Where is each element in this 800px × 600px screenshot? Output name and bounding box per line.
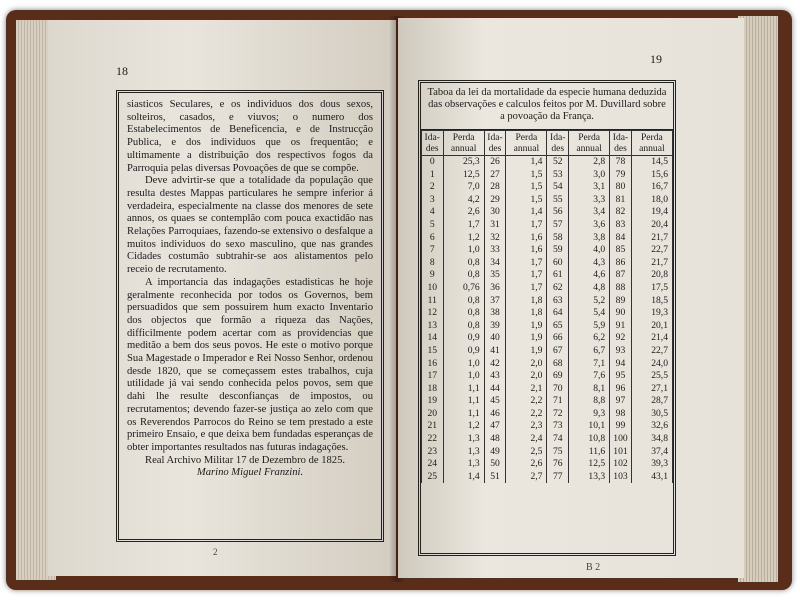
age-cell: 51 <box>484 471 506 484</box>
table-row <box>422 219 673 232</box>
loss-cell: 2,0 <box>506 370 547 383</box>
table-row <box>422 206 673 219</box>
loss-cell: 11,6 <box>569 446 610 459</box>
loss-cell: 1,4 <box>506 206 547 219</box>
loss-cell: 2,3 <box>506 420 547 433</box>
age-cell: 41 <box>484 345 506 358</box>
paragraph-3: A importancia das indagações estadisticas he hoje geralmente reconhecida por todos os Governos, bem persuadidos que sem possuirem hum exacto Inventario dos objectos que formão a riqueza das Nações, difficilmente podem acertar com as providencias que meditão a bem dos seus povos. He este o motivo porque Sua Magestade o Imperador e Rei Nosso Senhor, ordenou desde 1820, que se começassem estes trabalhos, cuja utilidade já vai sendo conhecida pelos povos, sem que dahi lhe resulte desconfianças de impostos, ou recrutamentos; devendo fazer-se justiça ao zelo com que os Reverendos Parrocos do Reino se tem prestado a este primeiro Ensaio, e que deixa bem fundadas esperanças de obter importantes resultados nas futuras indagações. <box>127 276 373 453</box>
loss-cell: 10,1 <box>569 420 610 433</box>
age-cell: 8 <box>422 257 444 270</box>
age-cell: 82 <box>610 206 632 219</box>
header-idades: Ida-des <box>610 131 632 156</box>
loss-cell: 1,1 <box>443 395 484 408</box>
age-cell: 60 <box>547 257 569 270</box>
age-cell: 9 <box>422 269 444 282</box>
age-cell: 2 <box>422 181 444 194</box>
header-perda-annual: Perda annual <box>506 131 547 156</box>
mortality-table <box>421 130 673 483</box>
table-row <box>422 458 673 471</box>
loss-cell: 1,6 <box>506 232 547 245</box>
age-cell: 93 <box>610 345 632 358</box>
age-cell: 74 <box>547 433 569 446</box>
table-row <box>422 408 673 421</box>
dateline: Real Archivo Militar 17 de Dezembro de 1825. <box>145 454 346 466</box>
loss-cell: 1,1 <box>443 383 484 396</box>
table-row <box>422 345 673 358</box>
signature: Marino Miguel Franzini. <box>196 467 304 479</box>
age-cell: 86 <box>610 257 632 270</box>
age-cell: 62 <box>547 282 569 295</box>
age-cell: 99 <box>610 420 632 433</box>
loss-cell: 3,8 <box>569 232 610 245</box>
loss-cell: 9,3 <box>569 408 610 421</box>
loss-cell: 1,5 <box>506 181 547 194</box>
loss-cell: 4,8 <box>569 282 610 295</box>
loss-cell: 1,8 <box>506 295 547 308</box>
loss-cell: 1,5 <box>506 194 547 207</box>
age-cell: 14 <box>422 332 444 345</box>
age-cell: 97 <box>610 395 632 408</box>
age-cell: 103 <box>610 471 632 484</box>
age-cell: 21 <box>422 420 444 433</box>
loss-cell: 3,3 <box>569 194 610 207</box>
loss-cell: 14,5 <box>631 156 672 169</box>
age-cell: 98 <box>610 408 632 421</box>
table-row <box>422 269 673 282</box>
loss-cell: 0,9 <box>443 345 484 358</box>
age-cell: 67 <box>547 345 569 358</box>
age-cell: 96 <box>610 383 632 396</box>
header-idades: Ida-des <box>422 131 444 156</box>
loss-cell: 1,6 <box>506 244 547 257</box>
loss-cell: 18,5 <box>631 295 672 308</box>
loss-cell: 43,1 <box>631 471 672 484</box>
loss-cell: 1,9 <box>506 332 547 345</box>
signature-mark: B 2 <box>586 562 601 573</box>
age-cell: 76 <box>547 458 569 471</box>
age-cell: 40 <box>484 332 506 345</box>
loss-cell: 20,8 <box>631 269 672 282</box>
age-cell: 65 <box>547 320 569 333</box>
age-cell: 55 <box>547 194 569 207</box>
loss-cell: 1,7 <box>506 257 547 270</box>
age-cell: 39 <box>484 320 506 333</box>
loss-cell: 1,2 <box>443 232 484 245</box>
table-row <box>422 332 673 345</box>
loss-cell: 2,8 <box>569 156 610 169</box>
loss-cell: 5,9 <box>569 320 610 333</box>
age-cell: 7 <box>422 244 444 257</box>
loss-cell: 2,2 <box>506 395 547 408</box>
age-cell: 72 <box>547 408 569 421</box>
left-page-number: 18 <box>116 64 128 78</box>
age-cell: 49 <box>484 446 506 459</box>
age-cell: 52 <box>547 156 569 169</box>
loss-cell: 17,5 <box>631 282 672 295</box>
age-cell: 78 <box>610 156 632 169</box>
loss-cell: 0,8 <box>443 269 484 282</box>
age-cell: 90 <box>610 307 632 320</box>
loss-cell: 20,1 <box>631 320 672 333</box>
age-cell: 46 <box>484 408 506 421</box>
loss-cell: 8,8 <box>569 395 610 408</box>
loss-cell: 2,5 <box>506 446 547 459</box>
loss-cell: 21,7 <box>631 257 672 270</box>
loss-cell: 1,1 <box>443 408 484 421</box>
age-cell: 87 <box>610 269 632 282</box>
age-cell: 71 <box>547 395 569 408</box>
age-cell: 34 <box>484 257 506 270</box>
loss-cell: 19,4 <box>631 206 672 219</box>
table-row <box>422 181 673 194</box>
age-cell: 83 <box>610 219 632 232</box>
loss-cell: 12,5 <box>443 169 484 182</box>
age-cell: 33 <box>484 244 506 257</box>
loss-cell: 16,7 <box>631 181 672 194</box>
header-idades: Ida-des <box>484 131 506 156</box>
loss-cell: 0,8 <box>443 257 484 270</box>
age-cell: 35 <box>484 269 506 282</box>
table-row <box>422 320 673 333</box>
age-cell: 61 <box>547 269 569 282</box>
age-cell: 79 <box>610 169 632 182</box>
loss-cell: 1,7 <box>506 269 547 282</box>
table-row <box>422 232 673 245</box>
age-cell: 50 <box>484 458 506 471</box>
loss-cell: 0,8 <box>443 307 484 320</box>
age-cell: 47 <box>484 420 506 433</box>
loss-cell: 2,7 <box>506 471 547 484</box>
age-cell: 30 <box>484 206 506 219</box>
loss-cell: 7,1 <box>569 358 610 371</box>
loss-cell: 3,4 <box>569 206 610 219</box>
loss-cell: 1,3 <box>443 446 484 459</box>
mortality-table-frame <box>418 80 676 556</box>
age-cell: 48 <box>484 433 506 446</box>
age-cell: 64 <box>547 307 569 320</box>
loss-cell: 5,2 <box>569 295 610 308</box>
age-cell: 26 <box>484 156 506 169</box>
age-cell: 31 <box>484 219 506 232</box>
table-row <box>422 358 673 371</box>
loss-cell: 0,9 <box>443 332 484 345</box>
loss-cell: 1,9 <box>506 345 547 358</box>
table-row <box>422 257 673 270</box>
loss-cell: 37,4 <box>631 446 672 459</box>
table-row <box>422 194 673 207</box>
loss-cell: 34,8 <box>631 433 672 446</box>
loss-cell: 3,1 <box>569 181 610 194</box>
right-page-edges <box>738 16 778 582</box>
table-row <box>422 395 673 408</box>
right-page-number: 19 <box>650 52 662 66</box>
age-cell: 88 <box>610 282 632 295</box>
loss-cell: 1,9 <box>506 320 547 333</box>
age-cell: 85 <box>610 244 632 257</box>
loss-cell: 10,8 <box>569 433 610 446</box>
table-row <box>422 471 673 484</box>
table-body <box>422 156 673 484</box>
loss-cell: 1,2 <box>443 420 484 433</box>
age-cell: 57 <box>547 219 569 232</box>
loss-cell: 30,5 <box>631 408 672 421</box>
table-row <box>422 446 673 459</box>
loss-cell: 1,0 <box>443 244 484 257</box>
loss-cell: 18,0 <box>631 194 672 207</box>
loss-cell: 25,5 <box>631 370 672 383</box>
age-cell: 77 <box>547 471 569 484</box>
age-cell: 1 <box>422 169 444 182</box>
loss-cell: 1,7 <box>506 282 547 295</box>
age-cell: 22 <box>422 433 444 446</box>
age-cell: 32 <box>484 232 506 245</box>
loss-cell: 1,4 <box>443 471 484 484</box>
age-cell: 4 <box>422 206 444 219</box>
loss-cell: 4,6 <box>569 269 610 282</box>
age-cell: 70 <box>547 383 569 396</box>
age-cell: 56 <box>547 206 569 219</box>
age-cell: 5 <box>422 219 444 232</box>
header-perda-annual: Perda annual <box>569 131 610 156</box>
loss-cell: 27,1 <box>631 383 672 396</box>
age-cell: 36 <box>484 282 506 295</box>
age-cell: 27 <box>484 169 506 182</box>
age-cell: 16 <box>422 358 444 371</box>
age-cell: 80 <box>610 181 632 194</box>
age-cell: 23 <box>422 446 444 459</box>
loss-cell: 13,3 <box>569 471 610 484</box>
loss-cell: 3,6 <box>569 219 610 232</box>
age-cell: 29 <box>484 194 506 207</box>
age-cell: 68 <box>547 358 569 371</box>
age-cell: 10 <box>422 282 444 295</box>
loss-cell: 1,3 <box>443 458 484 471</box>
age-cell: 101 <box>610 446 632 459</box>
age-cell: 53 <box>547 169 569 182</box>
age-cell: 11 <box>422 295 444 308</box>
loss-cell: 1,7 <box>443 219 484 232</box>
loss-cell: 0,8 <box>443 295 484 308</box>
table-row <box>422 383 673 396</box>
right-page <box>398 18 744 578</box>
age-cell: 102 <box>610 458 632 471</box>
loss-cell: 1,7 <box>506 219 547 232</box>
loss-cell: 7,0 <box>443 181 484 194</box>
loss-cell: 2,4 <box>506 433 547 446</box>
age-cell: 69 <box>547 370 569 383</box>
age-cell: 17 <box>422 370 444 383</box>
loss-cell: 1,0 <box>443 370 484 383</box>
age-cell: 66 <box>547 332 569 345</box>
table-row <box>422 282 673 295</box>
loss-cell: 21,4 <box>631 332 672 345</box>
table-row <box>422 169 673 182</box>
age-cell: 75 <box>547 446 569 459</box>
age-cell: 28 <box>484 181 506 194</box>
header-idades: Ida-des <box>547 131 569 156</box>
loss-cell: 2,1 <box>506 383 547 396</box>
loss-cell: 2,6 <box>506 458 547 471</box>
age-cell: 38 <box>484 307 506 320</box>
age-cell: 45 <box>484 395 506 408</box>
table-title: Taboa da lei da mortalidade da especie humana deduzida das observações e calculos feitos por M. Duvillard sobre a povoação da França. <box>421 83 673 130</box>
age-cell: 94 <box>610 358 632 371</box>
left-text-frame <box>116 90 384 542</box>
loss-cell: 21,7 <box>631 232 672 245</box>
loss-cell: 22,7 <box>631 345 672 358</box>
age-cell: 89 <box>610 295 632 308</box>
loss-cell: 0,8 <box>443 320 484 333</box>
paragraph-2: Deve advirtir-se que a totalidade da população que resulta destes Mappas particulares he sempre inferior á verdadeira, especialmente na classe dos menores de sete annos, os quaes se contemplão com pouca exactidão nas Relações Parroquiaes, fazendo-se extensivo o desfalque a muitos individuos do sexo masculino, que nas grandes Cidades costumão subtrahir-se aos alistamentos pelo receio de recrutamento. <box>127 175 373 276</box>
header-perda-annual: Perda annual <box>443 131 484 156</box>
loss-cell: 6,2 <box>569 332 610 345</box>
loss-cell: 1,5 <box>506 169 547 182</box>
loss-cell: 28,7 <box>631 395 672 408</box>
table-row <box>422 370 673 383</box>
loss-cell: 2,0 <box>506 358 547 371</box>
loss-cell: 24,0 <box>631 358 672 371</box>
age-cell: 15 <box>422 345 444 358</box>
table-row <box>422 420 673 433</box>
loss-cell: 25,3 <box>443 156 484 169</box>
age-cell: 92 <box>610 332 632 345</box>
loss-cell: 8,1 <box>569 383 610 396</box>
loss-cell: 0,76 <box>443 282 484 295</box>
age-cell: 100 <box>610 433 632 446</box>
loss-cell: 39,3 <box>631 458 672 471</box>
loss-cell: 20,4 <box>631 219 672 232</box>
age-cell: 95 <box>610 370 632 383</box>
table-row <box>422 433 673 446</box>
loss-cell: 5,4 <box>569 307 610 320</box>
age-cell: 91 <box>610 320 632 333</box>
age-cell: 42 <box>484 358 506 371</box>
age-cell: 81 <box>610 194 632 207</box>
age-cell: 73 <box>547 420 569 433</box>
age-cell: 84 <box>610 232 632 245</box>
age-cell: 20 <box>422 408 444 421</box>
left-page-text <box>127 99 373 480</box>
age-cell: 19 <box>422 395 444 408</box>
loss-cell: 1,8 <box>506 307 547 320</box>
age-cell: 3 <box>422 194 444 207</box>
age-cell: 63 <box>547 295 569 308</box>
age-cell: 18 <box>422 383 444 396</box>
table-row <box>422 295 673 308</box>
header-perda-annual: Perda annual <box>631 131 672 156</box>
loss-cell: 12,5 <box>569 458 610 471</box>
loss-cell: 6,7 <box>569 345 610 358</box>
table-row <box>422 307 673 320</box>
age-cell: 0 <box>422 156 444 169</box>
table-header-row <box>422 131 673 156</box>
loss-cell: 1,0 <box>443 358 484 371</box>
loss-cell: 2,6 <box>443 206 484 219</box>
loss-cell: 1,4 <box>506 156 547 169</box>
left-page <box>48 20 396 576</box>
age-cell: 54 <box>547 181 569 194</box>
loss-cell: 4,0 <box>569 244 610 257</box>
age-cell: 24 <box>422 458 444 471</box>
loss-cell: 4,2 <box>443 194 484 207</box>
age-cell: 43 <box>484 370 506 383</box>
loss-cell: 15,6 <box>631 169 672 182</box>
paragraph-1: siasticos Seculares, e os individuos dos dous sexos, solteiros, casados, e viuvos; o numero dos Estabelecimentos de Beneficencia, e de Instrucção Publica, e dos individuos que os frequentão; e ultimamente a distribuição dos respectivos fogos da Parroquia pelas diversas Povoações de que se compõe. <box>127 99 373 174</box>
loss-cell: 22,7 <box>631 244 672 257</box>
loss-cell: 2,2 <box>506 408 547 421</box>
left-footer-mark: 2 <box>213 547 218 557</box>
age-cell: 13 <box>422 320 444 333</box>
age-cell: 25 <box>422 471 444 484</box>
loss-cell: 7,6 <box>569 370 610 383</box>
loss-cell: 32,6 <box>631 420 672 433</box>
age-cell: 6 <box>422 232 444 245</box>
loss-cell: 3,0 <box>569 169 610 182</box>
table-row <box>422 156 673 169</box>
loss-cell: 1,3 <box>443 433 484 446</box>
age-cell: 58 <box>547 232 569 245</box>
table-row <box>422 244 673 257</box>
loss-cell: 19,3 <box>631 307 672 320</box>
age-cell: 44 <box>484 383 506 396</box>
age-cell: 12 <box>422 307 444 320</box>
loss-cell: 4,3 <box>569 257 610 270</box>
age-cell: 37 <box>484 295 506 308</box>
age-cell: 59 <box>547 244 569 257</box>
